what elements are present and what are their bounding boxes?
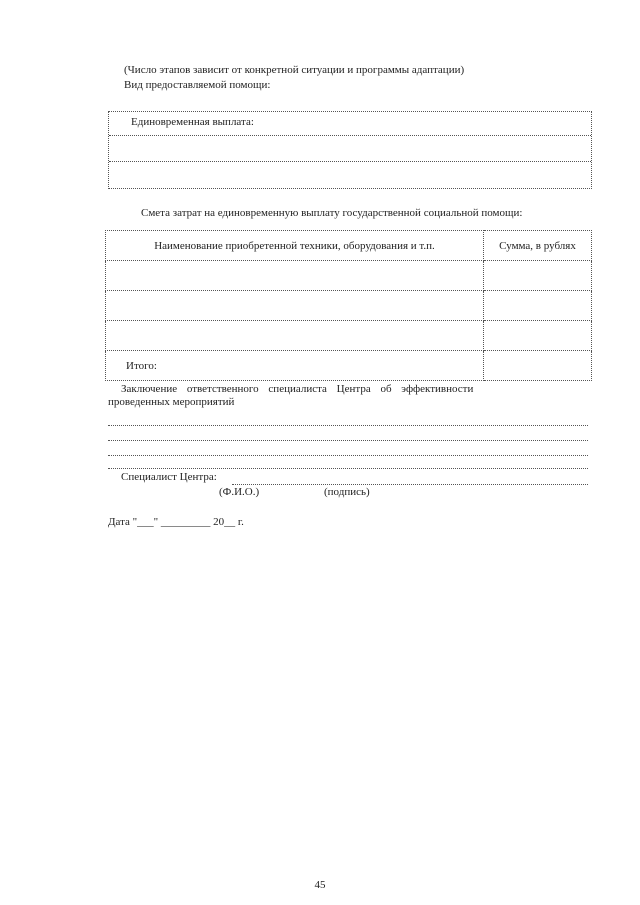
table-cell	[106, 291, 484, 321]
one-time-payment-box	[108, 111, 592, 189]
date-line: Дата "___" _________ 20__ г.	[108, 516, 244, 528]
table-cell	[484, 261, 592, 291]
table-header-row	[106, 231, 592, 261]
page-number: 45	[314, 879, 326, 891]
payment-box-line	[109, 135, 591, 136]
total-row	[106, 351, 592, 381]
column-header-sum: Сумма, в рублях	[484, 231, 592, 261]
conclusion-blank-line	[108, 440, 588, 441]
conclusion-line-2: проведенных мероприятий	[108, 396, 235, 408]
table-cell	[106, 321, 484, 351]
estimate-table	[105, 230, 592, 381]
payment-box-line	[109, 161, 591, 162]
table-row	[106, 261, 592, 291]
total-label: Итого:	[106, 351, 484, 381]
conclusion-blank-line	[108, 468, 588, 469]
conclusion-line-1: Заключение ответственного специалиста Центра об эффективности	[121, 383, 474, 395]
estimate-caption: Смета затрат на единовременную выплату государственной социальной помощи:	[141, 207, 523, 219]
table-cell	[484, 321, 592, 351]
specialist-label: Специалист Центра:	[121, 471, 217, 483]
conclusion-blank-line	[108, 425, 588, 426]
total-sum-cell	[484, 351, 592, 381]
conclusion-blank-line	[108, 455, 588, 456]
stages-note: (Число этапов зависит от конкретной ситуации и программы адаптации)	[124, 64, 465, 76]
fio-caption: (Ф.И.О.)	[219, 486, 260, 498]
signature-caption: (подпись)	[324, 486, 370, 498]
column-header-item: Наименование приобретенной техники, оборудования и т.п.	[106, 231, 484, 261]
table-cell	[484, 291, 592, 321]
signature-line	[232, 484, 588, 485]
table-cell	[106, 261, 484, 291]
assistance-type-label: Вид предоставляемой помощи:	[124, 79, 271, 91]
table-row	[106, 321, 592, 351]
one-time-payment-title: Единовременная выплата:	[131, 116, 254, 128]
table-row	[106, 291, 592, 321]
